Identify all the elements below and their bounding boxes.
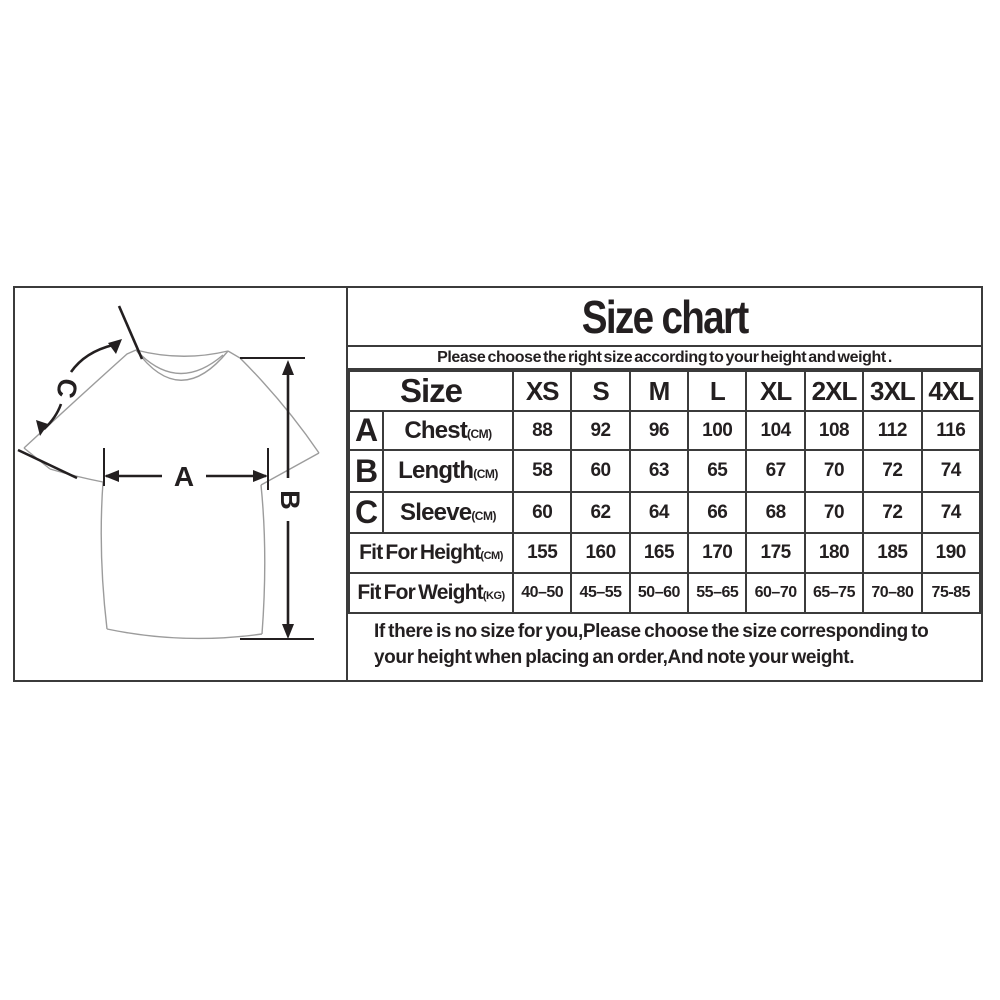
size-col-2xl: 2XL [805, 371, 863, 411]
table-row-fit-height [349, 533, 980, 573]
measure-a-arrowhead-right [253, 470, 268, 482]
row-label-fit-weight [349, 573, 513, 613]
sleeve-3xl: 72 [863, 492, 921, 533]
collar-top-line [136, 350, 228, 356]
height-2xl: 180 [805, 533, 863, 573]
height-l: 170 [688, 533, 746, 573]
row-label-fit-height [349, 533, 513, 573]
length-4xl: 74 [922, 450, 980, 492]
length-s: 60 [571, 450, 629, 492]
chest-4xl: 116 [922, 411, 980, 450]
collar-outer-line [136, 350, 228, 380]
sleeve-l: 66 [688, 492, 746, 533]
measure-c-label: C [50, 376, 84, 401]
measure-c-sleeve-tick [18, 450, 77, 478]
measure-c-arc-upper [71, 345, 113, 372]
measure-b-label: B [274, 490, 305, 510]
size-note: If there is no size for you,Please choose the size corresponding to your height when placing an order,And note your weight. [374, 621, 929, 668]
height-xl: 175 [746, 533, 804, 573]
hem [107, 629, 262, 638]
row-letter-c: C [349, 492, 383, 533]
measure-c-group [18, 306, 142, 478]
weight-xl: 60–70 [746, 573, 804, 613]
right-sleeve-outer [228, 351, 319, 453]
row-label-chest-text: Chest [404, 416, 468, 444]
table-row-length [349, 450, 980, 492]
length-xs: 58 [513, 450, 571, 492]
length-2xl: 70 [805, 450, 863, 492]
row-label-sleeve [383, 492, 513, 533]
row-label-fit-weight-text: Fit For Weight [357, 581, 483, 604]
height-xs: 155 [513, 533, 571, 573]
collar-inner-line [141, 355, 223, 374]
chest-l: 100 [688, 411, 746, 450]
size-table [348, 370, 981, 614]
sleeve-xs: 60 [513, 492, 571, 533]
size-col-s: S [571, 371, 629, 411]
weight-2xl: 65–75 [805, 573, 863, 613]
length-xl: 67 [746, 450, 804, 492]
height-4xl: 190 [922, 533, 980, 573]
tshirt-diagram-svg [15, 288, 346, 680]
body-right [261, 485, 265, 634]
size-header-cell: Size [349, 371, 513, 411]
height-s: 160 [571, 533, 629, 573]
size-col-xl: XL [746, 371, 804, 411]
weight-3xl: 70–80 [863, 573, 921, 613]
row-unit-sleeve: (CM) [471, 508, 496, 523]
size-col-4xl: 4XL [922, 371, 980, 411]
size-chart-title: Size chart [581, 290, 748, 343]
size-col-xs: XS [513, 371, 571, 411]
height-3xl: 185 [863, 533, 921, 573]
chest-2xl: 108 [805, 411, 863, 450]
row-label-length-text: Length [398, 457, 474, 484]
table-row-chest [349, 411, 980, 450]
row-unit-chest: (CM) [467, 426, 492, 441]
row-label-length [383, 450, 513, 492]
size-table-header-row [349, 371, 980, 411]
size-chart-panel [13, 286, 983, 682]
table-row-fit-weight [349, 573, 980, 613]
size-chart-title-row [348, 288, 981, 347]
weight-xs: 40–50 [513, 573, 571, 613]
row-label-chest [383, 411, 513, 450]
table-row-sleeve [349, 492, 980, 533]
measure-a-arrowhead-left [104, 470, 119, 482]
length-l: 65 [688, 450, 746, 492]
sleeve-s: 62 [571, 492, 629, 533]
row-unit-length: (CM) [473, 467, 498, 481]
sleeve-m: 64 [630, 492, 688, 533]
measure-c-shoulder-tick [119, 306, 142, 359]
measure-a-label: A [173, 461, 195, 492]
size-chart-subtitle: Please choose the right size according to your height and weight . [348, 347, 981, 370]
weight-4xl: 75-85 [922, 573, 980, 613]
measure-b-arrowhead-top [282, 360, 294, 375]
right-cuff [261, 453, 319, 485]
row-label-fit-height-text: Fit For Height [359, 541, 481, 564]
length-3xl: 72 [863, 450, 921, 492]
measure-a-group [104, 448, 268, 492]
height-m: 165 [630, 533, 688, 573]
size-chart-area [348, 288, 981, 680]
tshirt-measurement-diagram [15, 288, 348, 680]
size-col-m: M [630, 371, 688, 411]
size-col-l: L [688, 371, 746, 411]
sleeve-2xl: 70 [805, 492, 863, 533]
weight-m: 50–60 [630, 573, 688, 613]
sleeve-xl: 68 [746, 492, 804, 533]
length-m: 63 [630, 450, 688, 492]
measure-b-group [240, 358, 314, 639]
body-left [101, 482, 107, 629]
weight-s: 45–55 [571, 573, 629, 613]
chest-m: 96 [630, 411, 688, 450]
row-unit-fit-weight: (KG) [482, 590, 505, 602]
size-col-3xl: 3XL [863, 371, 921, 411]
row-unit-fit-height: (CM) [480, 550, 503, 562]
chest-s: 92 [571, 411, 629, 450]
row-letter-b: B [349, 450, 383, 492]
row-letter-a: A [349, 411, 383, 450]
row-label-sleeve-text: Sleeve [400, 498, 472, 526]
chest-3xl: 112 [863, 411, 921, 450]
chest-xs: 88 [513, 411, 571, 450]
sleeve-4xl: 74 [922, 492, 980, 533]
measure-b-arrowhead-bottom [282, 624, 294, 639]
chest-xl: 104 [746, 411, 804, 450]
left-underarm [50, 469, 103, 482]
weight-l: 55–65 [688, 573, 746, 613]
